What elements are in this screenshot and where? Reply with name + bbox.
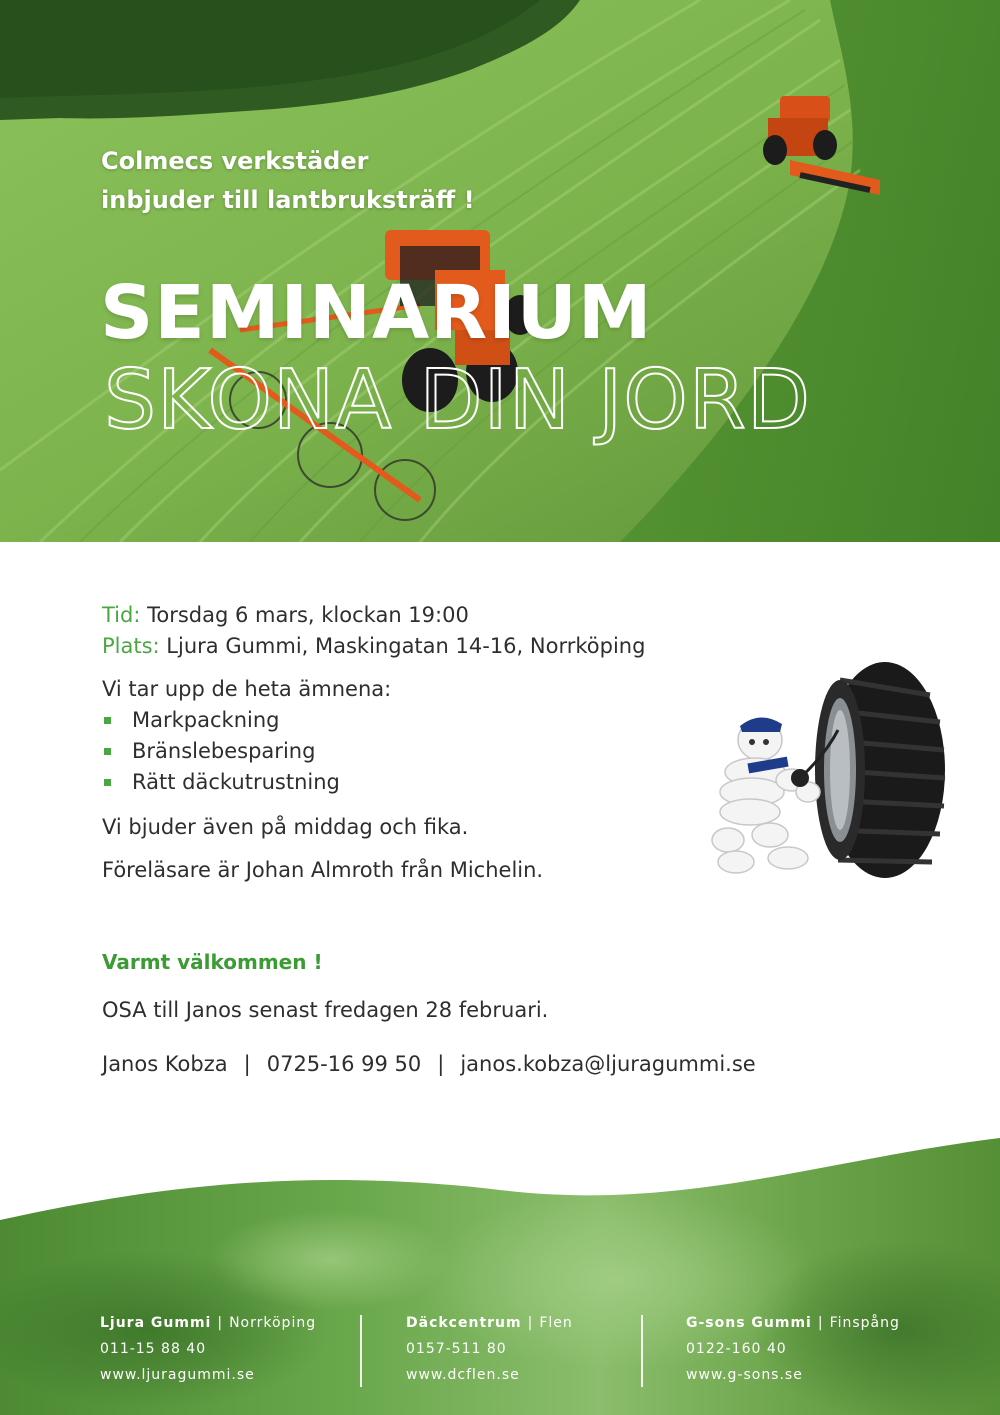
footer-company-2 <box>406 1310 573 1388</box>
separator: | <box>817 1315 824 1331</box>
contact-phone: 0725-16 99 50 <box>266 1052 422 1076</box>
event-details <box>102 600 722 886</box>
company-town: Norrköping <box>229 1315 317 1331</box>
company-town: Flen <box>539 1315 573 1331</box>
separator: | <box>527 1315 534 1331</box>
time-line <box>102 600 722 631</box>
topic-label: Bränslebesparing <box>132 739 316 763</box>
footer-company-3 <box>686 1310 900 1388</box>
separator: | <box>437 1052 445 1076</box>
company-website[interactable]: www.dcflen.se <box>406 1367 520 1383</box>
topics-intro: Vi tar upp de heta ämnena: <box>102 677 392 701</box>
contact-line <box>102 1052 756 1076</box>
company-phone: 011-15 88 40 <box>100 1341 207 1357</box>
hero-banner <box>0 0 1000 542</box>
time-value: Torsdag 6 mars, klockan 19:00 <box>140 603 469 627</box>
company-name: G-sons Gummi <box>686 1315 812 1331</box>
place-line <box>102 631 722 662</box>
company-name: Däckcentrum <box>406 1315 522 1331</box>
bullet-icon <box>104 717 111 724</box>
contact-name: Janos Kobza <box>102 1052 228 1076</box>
company-phone: 0157-511 80 <box>406 1341 507 1357</box>
separator: | <box>217 1315 224 1331</box>
list-item <box>102 736 722 767</box>
michelin-tire-illustration <box>700 660 950 900</box>
bullet-icon <box>104 779 111 786</box>
seminar-title: SEMINARIUM <box>100 270 653 356</box>
place-label: Plats: <box>102 634 160 658</box>
contact-email[interactable]: janos.kobza@ljuragummi.se <box>460 1052 756 1076</box>
rsvp-text: OSA till Janos senast fredagen 28 februari. <box>102 998 549 1022</box>
company-town: Finspång <box>829 1315 900 1331</box>
list-item <box>102 705 722 736</box>
separator: | <box>243 1052 251 1076</box>
footer-divider <box>641 1315 643 1387</box>
place-value: Ljura Gummi, Maskingatan 14-16, Norrköping <box>159 634 646 658</box>
company-website[interactable]: www.g-sons.se <box>686 1367 803 1383</box>
footer-divider <box>360 1315 362 1387</box>
list-item <box>102 767 722 798</box>
topic-label: Markpackning <box>132 708 280 732</box>
bullet-icon <box>104 748 111 755</box>
company-phone: 0122-160 40 <box>686 1341 787 1357</box>
topic-label: Rätt däckutrustning <box>132 770 340 794</box>
speaker-text: Föreläsare är Johan Almroth från Michelin. <box>102 858 544 882</box>
topics-list <box>102 705 722 798</box>
time-label: Tid: <box>102 603 141 627</box>
company-name: Ljura Gummi <box>100 1315 212 1331</box>
footer-company-1 <box>100 1310 316 1388</box>
invitation-line-1: Colmecs verkstäder <box>101 147 369 175</box>
invitation-line-2: inbjuder till lantbruksträff ! <box>101 186 475 214</box>
seminar-subtitle: SKONA DIN JORD <box>104 353 811 448</box>
welcome-text: Varmt välkommen ! <box>102 950 323 974</box>
dinner-text: Vi bjuder även på middag och fika. <box>102 815 469 839</box>
company-website[interactable]: www.ljuragummi.se <box>100 1367 255 1383</box>
invitation-heading <box>101 142 475 220</box>
